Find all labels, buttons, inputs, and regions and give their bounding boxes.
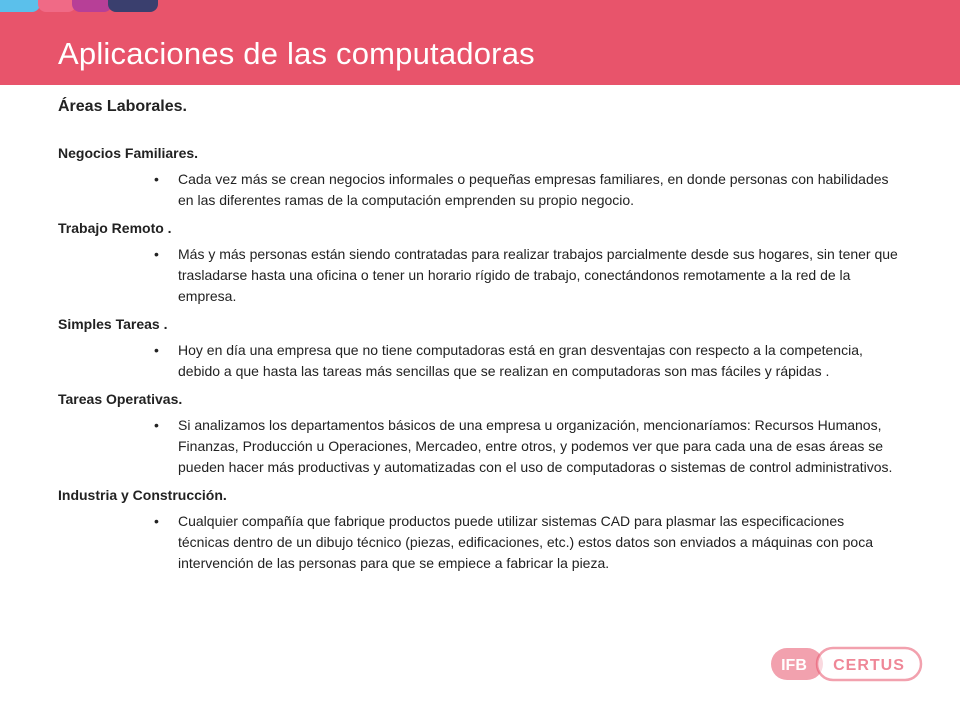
bullet-item <box>58 415 898 478</box>
header-bar <box>0 0 960 85</box>
decorative-pill <box>0 0 40 12</box>
slide-content <box>58 98 918 582</box>
logo-right-text: CERTUS <box>833 657 905 674</box>
bullet-text: Si analizamos los departamentos básicos de una empresa u organización, mencionaríamos: Recursos Humanos, Finanzas, Producción u Operaciones, Mercadeo, entre otros, y podemos ver que para cada una de esas áreas se pueden hacer más productivas y automatizadas con el uso de computadoras o sistemas de control administrativos. <box>178 417 893 475</box>
bullet-icon: • <box>154 171 159 187</box>
section-tareas-operativas <box>58 390 918 478</box>
slide-title: Aplicaciones de las computadoras <box>58 36 535 71</box>
decorative-pill <box>108 0 158 12</box>
section-simples-tareas <box>58 315 918 382</box>
section-industria-construccion <box>58 486 918 574</box>
slide-subtitle: Áreas Laborales. <box>58 98 187 115</box>
bullet-item <box>58 169 898 211</box>
section-negocios-familiares <box>58 144 918 211</box>
bullet-text: Cada vez más se crean negocios informales o pequeñas empresas familiares, en donde personas con habilidades en las diferentes ramas de la computación emprenden su propio negocio. <box>178 171 889 208</box>
section-heading: Tareas Operativas. <box>58 391 183 407</box>
bullet-item <box>58 244 898 307</box>
bullet-text: Hoy en día una empresa que no tiene computadoras está en gran desventajas con respecto a la competencia, debido a que hasta las tareas más sencillas que se realizan en computadoras son mas fáciles y rápidas . <box>178 342 863 379</box>
bullet-icon: • <box>154 417 159 433</box>
section-heading: Industria y Construcción. <box>58 487 227 503</box>
section-heading: Trabajo Remoto . <box>58 220 172 236</box>
bullet-text: Más y más personas están siendo contratadas para realizar trabajos parcialmente desde sus hogares, sin tener que trasladarse hasta una oficina o tener un horario rígido de trabajo, conectándonos remotamente a la red de la empresa. <box>178 246 898 304</box>
section-trabajo-remoto <box>58 219 918 307</box>
bullet-text: Cualquier compañía que fabrique productos puede utilizar sistemas CAD para plasmar las especificaciones técnicas dentro de un dibujo técnico (piezas, edificaciones, etc.) estos datos son enviados a máquinas con poca intervención de las personas para que se empiece a fabricar la pieza. <box>178 513 873 571</box>
bullet-item <box>58 340 898 382</box>
bullet-icon: • <box>154 513 159 529</box>
logo-left-text: IFB <box>781 657 807 674</box>
bullet-icon: • <box>154 342 159 358</box>
section-heading: Simples Tareas . <box>58 316 168 332</box>
decorative-pill <box>72 0 112 12</box>
bullet-icon: • <box>154 246 159 262</box>
ifb-certus-logo <box>771 646 923 682</box>
decorative-pill <box>38 0 76 12</box>
bullet-item <box>58 511 898 574</box>
section-heading: Negocios Familiares. <box>58 145 199 161</box>
